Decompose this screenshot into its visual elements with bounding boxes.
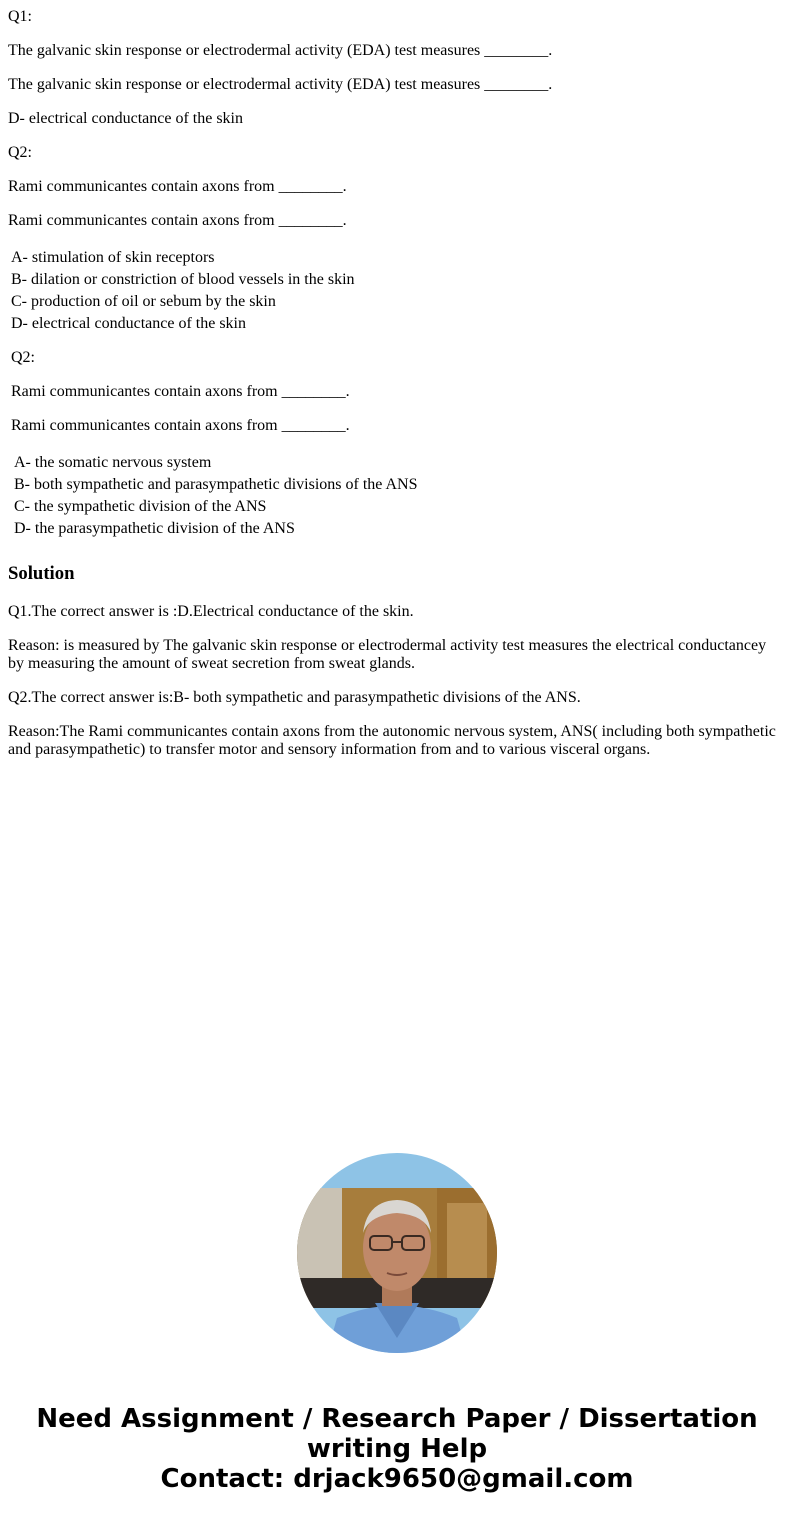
footer-line-2: writing Help xyxy=(306,1434,488,1464)
solution-heading: Solution xyxy=(8,563,75,584)
q1-label: Q1: xyxy=(8,8,32,25)
q2-option-c: C- the sympathetic division of the ANS xyxy=(14,498,267,515)
q1-question-repeat: The galvanic skin response or electrodermal activity (EDA) test measures ________. xyxy=(8,76,553,93)
q2-option-d: D- the parasympathetic division of the ANS xyxy=(14,520,295,537)
solution-q2-answer: Q2.The correct answer is:B- both sympathetic and parasympathetic divisions of the ANS. xyxy=(8,689,581,706)
q1-question: The galvanic skin response or electrodermal activity (EDA) test measures ________. xyxy=(8,42,553,59)
q1-option-a: A- stimulation of skin receptors xyxy=(11,249,215,266)
q2-option-a: A- the somatic nervous system xyxy=(14,454,212,471)
q2-question-repeat: Rami communicantes contain axons from ________. xyxy=(8,212,347,229)
footer-line-1: Need Assignment / Research Paper / Dissertation xyxy=(36,1404,758,1434)
q2-label: Q2: xyxy=(8,144,32,161)
footer-line-3: Contact: drjack9650@gmail.com xyxy=(160,1464,634,1494)
q1-option-c: C- production of oil or sebum by the skin xyxy=(11,293,276,310)
q2-label-second: Q2: xyxy=(11,349,35,366)
q1-option-b: B- dilation or constriction of blood vessels in the skin xyxy=(11,271,355,288)
solution-q1-reason: Reason: is measured by The galvanic skin response or electrodermal activity test measures the electrical conductancey by measuring the amount of sweat secretion from sweat glands. xyxy=(8,637,767,672)
solution-q1-answer: Q1.The correct answer is :D.Electrical conductance of the skin. xyxy=(8,603,414,620)
footer-contact-banner xyxy=(0,1404,794,1494)
q1-option-d: D- electrical conductance of the skin xyxy=(11,315,246,332)
q2-question: Rami communicantes contain axons from ________. xyxy=(8,178,347,195)
q1-answer-line: D- electrical conductance of the skin xyxy=(8,110,243,127)
avatar-portrait-image xyxy=(297,1153,497,1353)
q2-option-b: B- both sympathetic and parasympathetic divisions of the ANS xyxy=(14,476,418,493)
avatar xyxy=(297,1153,497,1353)
solution-q2-reason: Reason:The Rami communicantes contain axons from the autonomic nervous system, ANS( including both sympathetic and parasympathetic) to transfer motor and sensory information from and to various visceral organs. xyxy=(8,723,776,758)
q2-question-second: Rami communicantes contain axons from ________. xyxy=(11,383,350,400)
q2-question-second-repeat: Rami communicantes contain axons from ________. xyxy=(11,417,350,434)
